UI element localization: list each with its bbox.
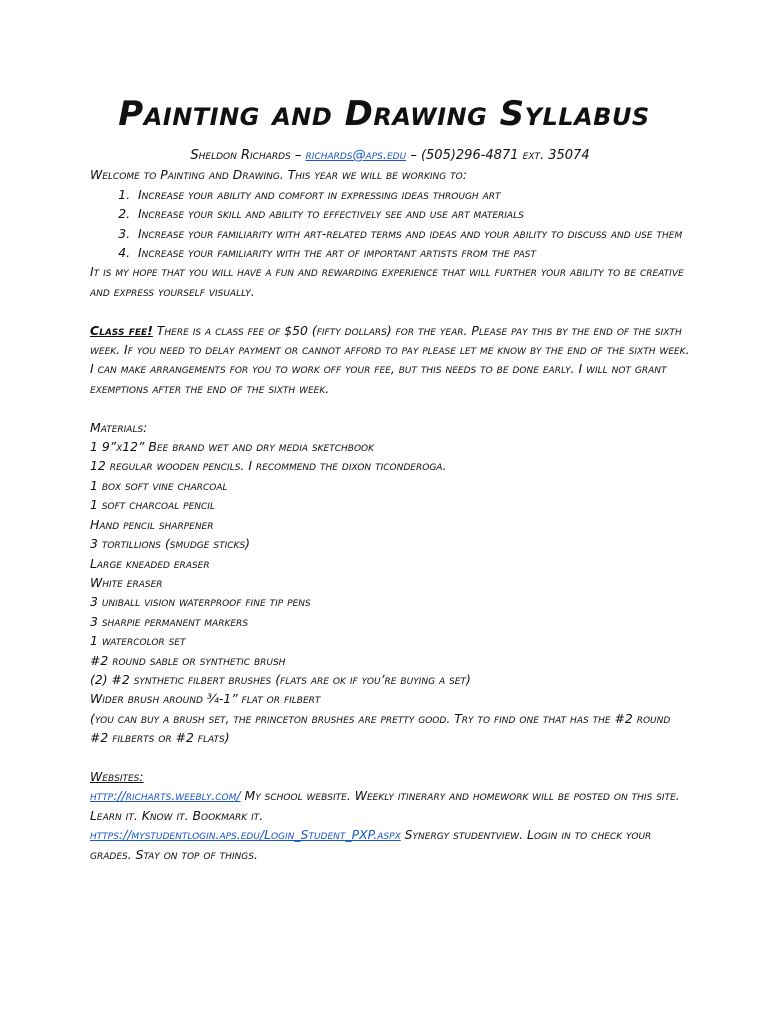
- spacer: [90, 301, 690, 320]
- material-item: 12 regular wooden pencils. I recommend the dixon ticonderoga.: [90, 458, 447, 474]
- hope-text: It is my hope that you will have a fun and rewarding experience that will further your ability to be creative and express yourself visually.: [90, 264, 684, 299]
- material-item: 1 watercolor set: [90, 633, 186, 649]
- material-item: 1 box soft vine charcoal: [90, 477, 228, 493]
- material-item: 1 soft charcoal pencil: [90, 497, 215, 513]
- phone-number: – (505)296-4871 ext. 35074: [406, 148, 590, 163]
- goal-item: 3. Increase your familiarity with art-related terms and ideas and your ability to discuss and use them: [134, 224, 690, 243]
- website-entry: [90, 786, 690, 825]
- material-item: 3 tortillions (smudge sticks): [90, 536, 250, 552]
- spacer: [90, 398, 690, 417]
- school-website-desc: My school website. Weekly itinerary and homework will be posted on this site. Learn it. Know it. Bookmark it.: [90, 788, 680, 823]
- class-fee-label: Class fee!: [90, 322, 153, 338]
- instructor-name: Sheldon Richards –: [190, 148, 306, 163]
- material-item: Large kneaded eraser: [90, 555, 210, 571]
- goals-list: [90, 185, 690, 263]
- material-item: 3 uniball vision waterproof fine tip pens: [90, 594, 311, 610]
- contact-line: [90, 146, 690, 165]
- synergy-link[interactable]: https://mystudentlogin.aps.edu/Login_Student_PXP.aspx: [90, 827, 401, 843]
- intro-text: Welcome to Painting and Drawing. This year we will be working to:: [90, 167, 467, 183]
- goal-item: 2. Increase your skill and ability to effectively see and use art materials: [134, 204, 690, 223]
- material-item: (you can buy a brush set, the princeton brushes are pretty good. Try to find one that has the #2 round #2 filberts or #2 flats): [90, 710, 671, 746]
- goal-item: 1. Increase your ability and comfort in expressing ideas through art: [134, 185, 690, 204]
- class-fee-paragraph: [90, 321, 690, 399]
- material-item: 3 sharpie permanent markers: [90, 613, 249, 629]
- page-title: Painting and Drawing Syllabus: [118, 94, 650, 134]
- goal-item: 4. Increase your familiarity with the art of important artists from the past: [134, 243, 690, 262]
- material-item: (2) #2 synthetic filbert brushes (flats are ok if you’re buying a set): [90, 671, 471, 687]
- material-item: Wider brush around ¾-1” flat or filbert: [90, 691, 321, 707]
- spacer: [90, 748, 690, 767]
- website-entry: [90, 825, 690, 864]
- websites-heading: Websites:: [90, 768, 144, 784]
- syllabus-body: [90, 146, 690, 864]
- material-item: #2 round sable or synthetic brush: [90, 652, 286, 668]
- synergy-desc: Synergy studentview. Login in to check your grades. Stay on top of things.: [90, 827, 652, 862]
- material-item: 1 9”x12” Bee brand wet and dry media sketchbook: [90, 439, 375, 455]
- material-item: White eraser: [90, 574, 163, 590]
- materials-heading: Materials:: [90, 419, 148, 435]
- email-link[interactable]: richards@aps.edu: [305, 148, 407, 163]
- material-item: Hand pencil sharpener: [90, 516, 214, 532]
- materials-list: [90, 437, 690, 748]
- school-website-link[interactable]: http://richarts.weebly.com/: [90, 788, 241, 804]
- class-fee-text: There is a class fee of $50 (fifty dollars) for the year. Please pay this by the end of the sixth week. If you need to delay payment or cannot afford to pay please let me know by the end of the sixth week. I can make arrangements for you to work off your fee, but this needs to be done early. I will not grant exemptions after the end of the sixth week.: [90, 322, 690, 396]
